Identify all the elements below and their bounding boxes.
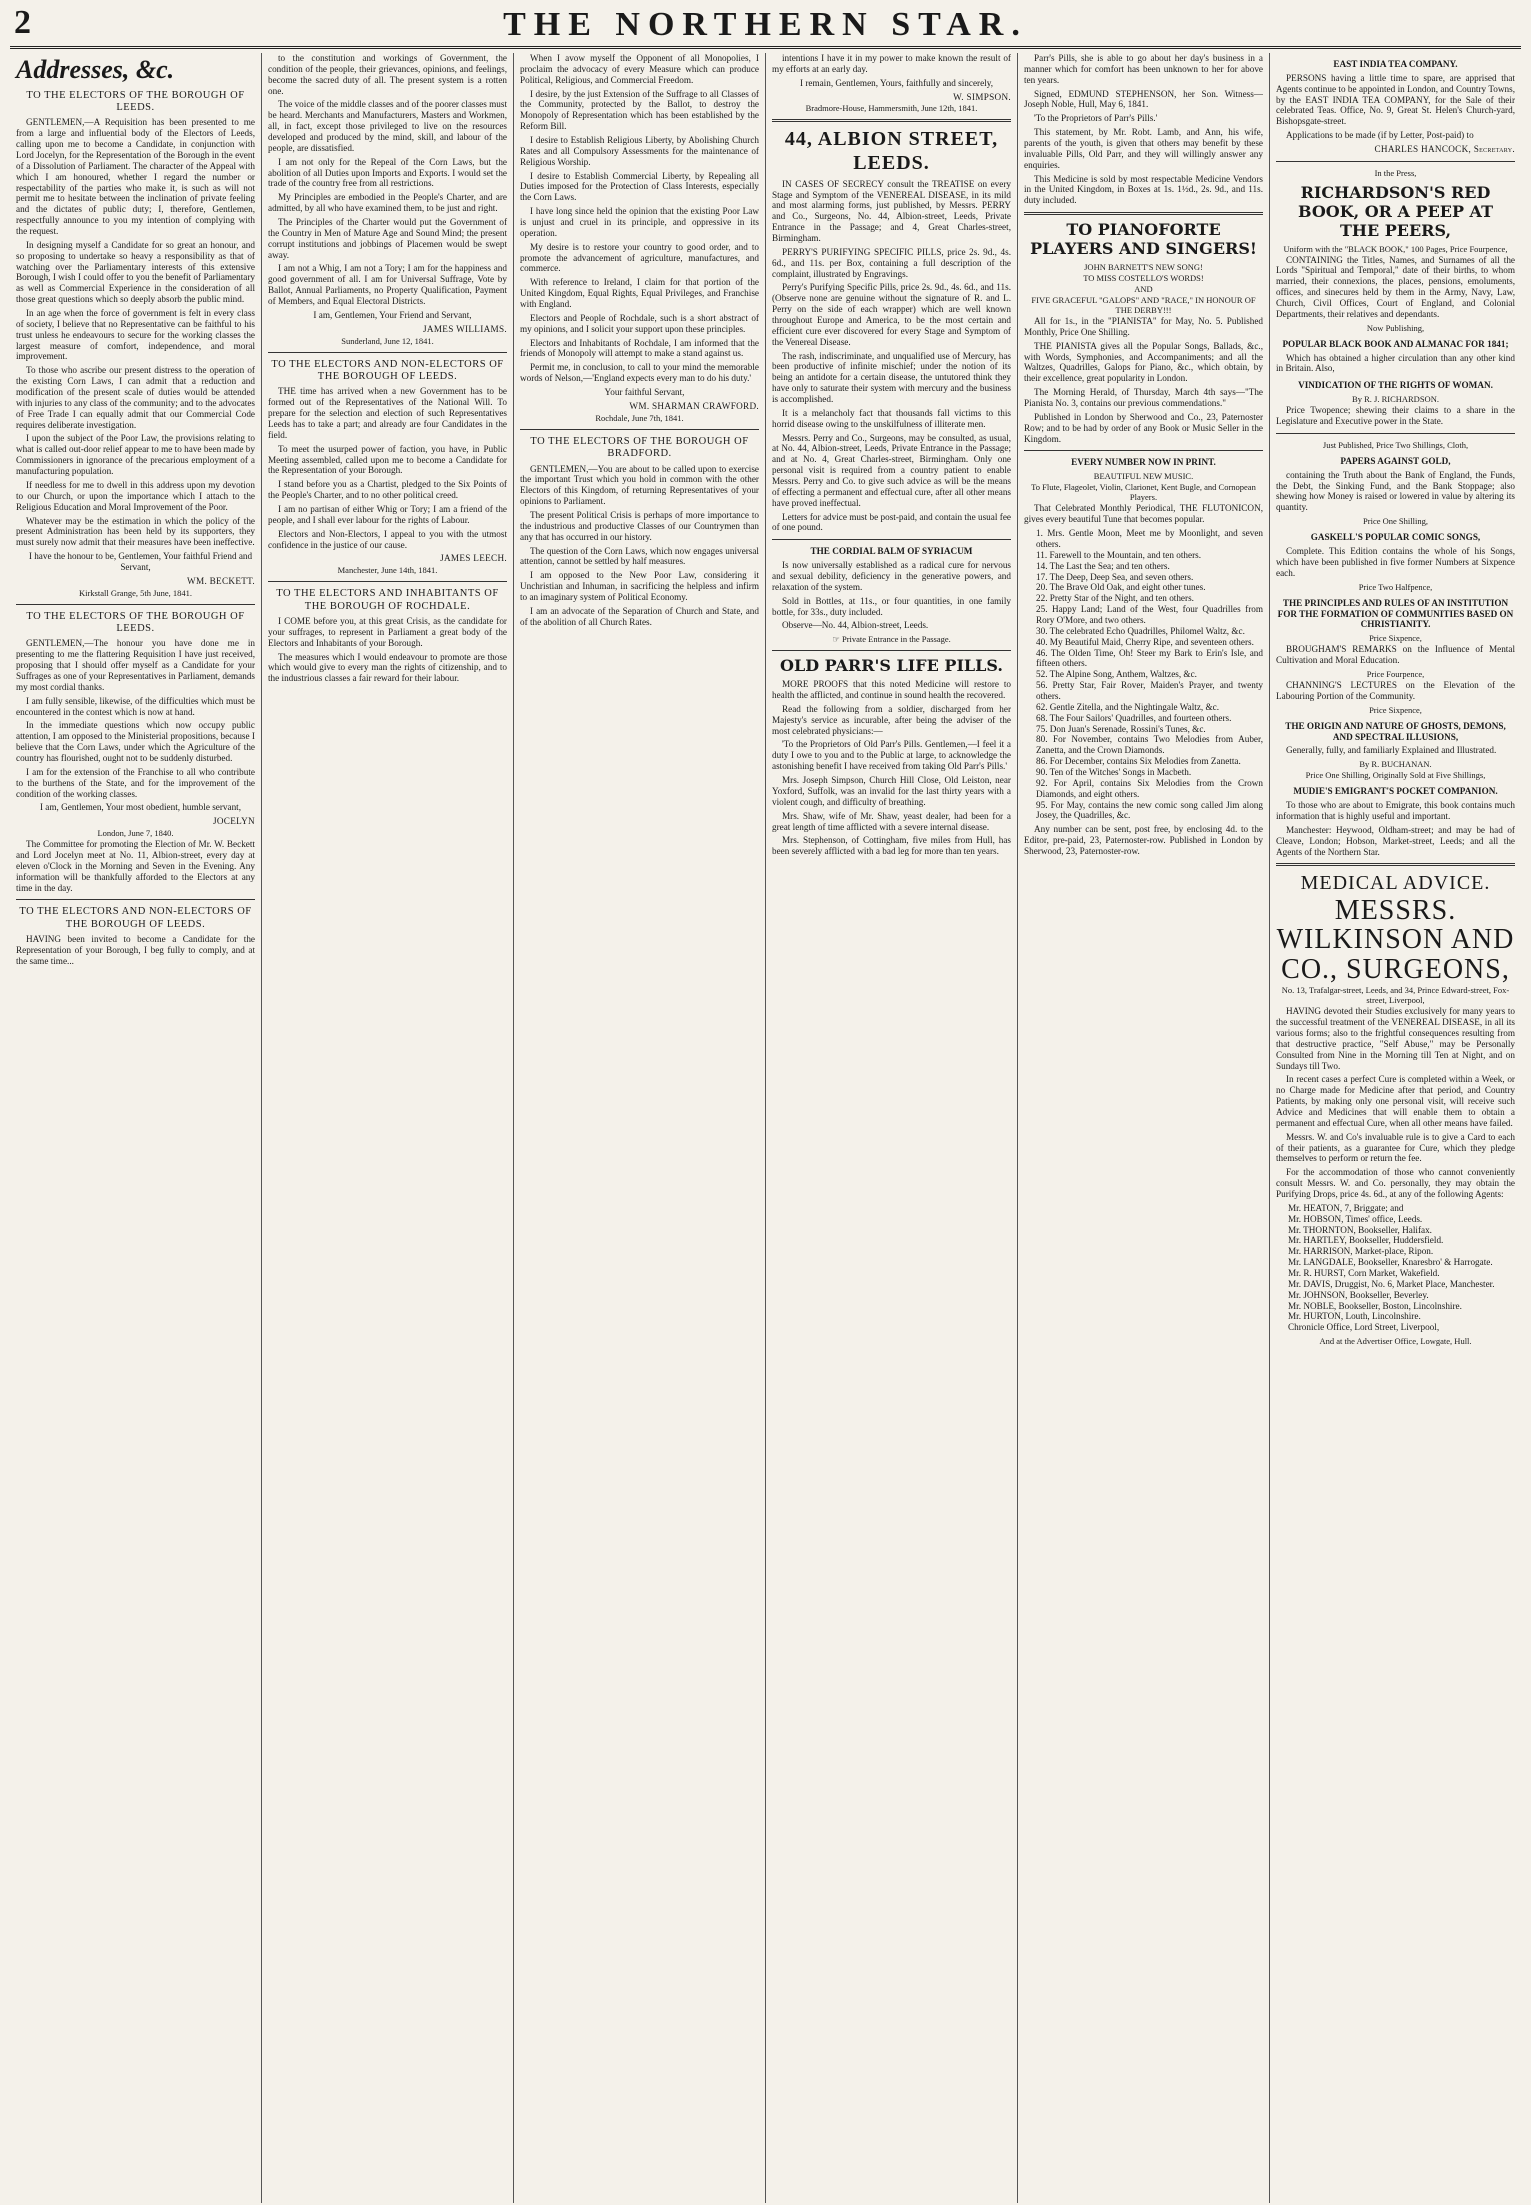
ad-paragraph: It is a melancholy fact that thousands fall victims to this horrid disease owing to the unskilfulness of illiterate men. xyxy=(772,407,1011,429)
ad-paragraph: CONTAINING the Titles, Names, and Surnames of all the Lords "Spiritual and Temporal," date of their births, to whom married, their connexions, the places, pensions, emoluments, offices, and sinecures held by them in the Army, Navy, Law, Church, Civil Offices, Court of England, and Colonial Departments, their relatives and dependants. xyxy=(1276,254,1515,319)
ad-note: Price One Shilling, xyxy=(1363,516,1428,527)
ad-paragraph: Messrs. W. and Co's invaluable rule is to give a Card to each of their patients, as a guarantee for Cure, which they pledge themselves to perform or return the fee. xyxy=(1276,1131,1515,1164)
list-item: 1. Mrs. Gentle Moon, Meet me by Moonlight, and seven others. xyxy=(1036,528,1263,549)
ad-subtitle: To Flute, Flageolet, Violin, Clarionet, Kent Bugle, and Cornopean Players. xyxy=(1031,482,1256,503)
ad-paragraph: Price Twopence; shewing their claims to a share in the Legislature and Executive power in the State. xyxy=(1276,405,1515,427)
address-paragraph: When I avow myself the Opponent of all Monopolies, I proclaim the advocacy of every Measure which can produce Political, Religious, and Commercial Freedom. xyxy=(520,53,759,85)
tune-list xyxy=(1036,528,1263,821)
ad-paragraph: Mrs. Joseph Simpson, Church Hill Close, Old Leiston, near Yoxford, Suffolk, was an invalid for the last thirty years with a violent cough, and difficulty of breathing. xyxy=(772,775,1011,807)
address-paragraph: With reference to Ireland, I claim for that portion of the United Kingdom, Equal Rights, Equal Privileges, and Franchise with England. xyxy=(520,277,759,310)
ad-title: GASKELL'S POPULAR COMIC SONGS, xyxy=(1310,532,1481,543)
divider xyxy=(520,429,759,430)
list-item: 95. For May, contains the new comic song called Jim along Josey, the Quadrilles, &c. xyxy=(1036,799,1263,821)
ad-title: EVERY NUMBER NOW IN PRINT. xyxy=(1071,457,1216,468)
list-item: 56. Pretty Star, Fair Rover, Maiden's Prayer, and twenty others. xyxy=(1036,680,1263,701)
address-paragraph: I COME before you, at this great Crisis, as the candidate for your suffrages, to represent in Parliament a great body of the Electors and Inhabitants of your Borough. xyxy=(268,616,507,648)
address-paragraph: In the immediate questions which now occupy public attention, I am opposed to the Ministerial propositions, because I believe that the Corn Laws, under which the Agriculture of the country has flourished, ought not to be suddenly disturbed. xyxy=(16,720,255,764)
ad-paragraph: MORE PROOFS that this noted Medicine will restore to health the afflicted, and continue in sound health the recovered. xyxy=(772,679,1011,701)
ad-paragraph: THE PIANISTA gives all the Popular Songs, Ballads, &c., with Words, Symphonies, and Accompaniments; and all the Waltzes, Quadrilles, Galops for Piano, &c., which obtain, by their excellence, great popularity in London. xyxy=(1024,340,1263,384)
address-paragraph: I am not a Whig, I am not a Tory; I am for the happiness and good government of all. I am for Universal Suffrage, Vote by Ballot, Annual Parliaments, no Property Qualification, Payment of Members, and Equal Electoral Districts. xyxy=(268,263,507,307)
address-paragraph: to the constitution and workings of Government, the condition of the people, their grievances, opinions, and feelings, become the sacred duty of all. The present system is a rotten one. xyxy=(268,53,507,96)
address-paragraph: Whatever may be the estimation in which the policy of the present Administration has been held by its supporters, they must surely now admit that their measures have been ineffective. xyxy=(16,515,255,548)
testimonial-paragraph: This statement, by Mr. Robt. Lamb, and Ann, his wife, parents of the youth, is given that others may benefit by these invaluable Pills, Old Parr, and they will willingly answer any enquiries. xyxy=(1024,127,1263,170)
ad-paragraph: Is now universally established as a radical cure for nervous and sexual debility, deficiency in the generative powers, and relaxation of the system. xyxy=(772,560,1011,592)
ad-note: And at the Advertiser Office, Lowgate, Hull. xyxy=(1319,1336,1472,1347)
page-number: 2 xyxy=(14,4,31,41)
pointing-hand-icon: ☞ xyxy=(832,634,840,645)
ad-title: MUDIE'S EMIGRANT'S POCKET COMPANION. xyxy=(1293,786,1498,797)
ad-title: VINDICATION OF THE RIGHTS OF WOMAN. xyxy=(1298,380,1493,391)
ad-title: THE PRINCIPLES AND RULES OF AN INSTITUTION FOR THE FORMATION OF COMMUNITIES BASED ON CHRISTIANITY. xyxy=(1277,597,1514,630)
list-item: Mr. JOHNSON, Bookseller, Beverley. xyxy=(1288,1289,1429,1300)
address-heading: TO THE ELECTORS AND NON-ELECTORS OF THE BOROUGH OF LEEDS. xyxy=(19,906,252,930)
ad-title: EAST INDIA TEA COMPANY. xyxy=(1333,59,1458,69)
ad-paragraph: The Morning Herald, of Thursday, March 4th says—"The Pianista No. 3, contains our previous commendations." xyxy=(1024,387,1263,409)
ad-note: Price Sixpence, xyxy=(1369,633,1422,644)
ad-title: RICHARDSON'S RED BOOK, OR A PEEP AT THE PEERS, xyxy=(1298,182,1493,240)
address-paragraph: In designing myself a Candidate for so great an honour, and so proposing to undertake so heavy a responsibility as that of watching over the Parliamentary interests of this extensive Borough, I wish I could offer to you the benefit of Parliamentary as well as Commercial Experience in the consideration of all those great questions which so deeply absorb the public mind. xyxy=(16,239,255,305)
list-item: Mr. THORNTON, Bookseller, Halifax. xyxy=(1288,1224,1432,1235)
address-paragraph: The Principles of the Charter would put the Government of the Country in Men of Mature Age and Sound Mind; the present corrupt institutions and jobbings of Placemen would be swept away. xyxy=(268,217,507,260)
list-item: 22. Pretty Star of the Night, and ten others. xyxy=(1036,593,1194,604)
address-signature: JOCELYN xyxy=(212,816,255,827)
testimonial-paragraph: Parr's Pills, she is able to go about her day's business in a manner which for comfort has been unknown to her for above ten years. xyxy=(1024,53,1263,85)
list-item: 90. Ten of the Witches' Songs in Macbeth. xyxy=(1036,766,1192,777)
list-item: 80. For November, contains Two Melodies from Auber, Zanetta, and the Crown Diamonds. xyxy=(1036,734,1263,756)
address-closing: Your faithful Servant, xyxy=(604,387,685,398)
list-item: 20. The Brave Old Oak, and eight other tunes. xyxy=(1036,582,1206,593)
ad-title: THE ORIGIN AND NATURE OF GHOSTS, DEMONS, AND SPECTRAL ILLUSIONS, xyxy=(1285,720,1506,742)
list-item: 30. The celebrated Echo Quadrilles, Philomel Waltz, &c. xyxy=(1036,625,1245,636)
address-heading: TO THE ELECTORS OF THE BOROUGH OF BRADFORD. xyxy=(530,435,749,460)
address-heading: TO THE ELECTORS AND INHABITANTS OF THE BOROUGH OF ROCHDALE. xyxy=(276,588,499,612)
address-signature: W. SIMPSON. xyxy=(953,91,1011,102)
ad-paragraph: PERRY'S PURIFYING SPECIFIC PILLS, price 2s. 9d., 4s. 6d., and 11s. per Box, containing a full description of the complaint, illustrated by Engravings. xyxy=(772,246,1011,279)
list-item: 68. The Four Sailors' Quadrilles, and fourteen others. xyxy=(1036,712,1232,723)
address-paragraph: GENTLEMEN,—The honour you have done me in presenting to me the flattering Requisition I have just received, proposing that I should offer myself as a Candidate for your Suffrages as one of your Representatives in Parliament, demands my most cordial thanks. xyxy=(16,638,255,692)
ad-title: MEDICAL ADVICE. xyxy=(1300,872,1491,895)
column-2 xyxy=(262,53,514,2203)
ad-subtitle: AND xyxy=(1134,283,1153,294)
address-place: Sunderland, June 12, 1841. xyxy=(341,335,434,346)
ad-paragraph: Mrs. Shaw, wife of Mr. Shaw, yeast dealer, had been for a great length of time afflicted with a severe internal disease. xyxy=(772,810,1011,832)
ad-paragraph: IN CASES OF SECRECY consult the TREATISE on every Stage and Symptom of the VENEREAL DISEASE, in its mild and most alarming forms, just published, by Messrs. PERRY and Co., Surgeons, No. 44, Albion-street, Leeds, Private Entrance in the Passage; and 4, Great Charles-street, Birmingham. xyxy=(772,178,1011,243)
address-closing: I am, Gentlemen, Your Friend and Servant, xyxy=(313,309,472,320)
column-3 xyxy=(514,53,766,2203)
ad-paragraph: HAVING devoted their Studies exclusively for many years to the successful treatment of the VENEREAL DISEASE, in all its various forms; also to the frightful consequences resulting from that destructive practice, "Self Abuse," may be Personally Consulted from Nine in the Morning till Ten at Night, and on Sundays till Two. xyxy=(1276,1006,1515,1071)
address-paragraph: I desire, by the just Extension of the Suffrage to all Classes of the Community, protected by the Ballot, to destroy the Monopoly of Representation which has been established by the Reform Bill. xyxy=(520,88,759,132)
ad-subtitle: FIVE GRACEFUL "GALOPS" AND "RACE," IN HONOUR OF THE DERBY!!! xyxy=(1031,294,1256,315)
ad-paragraph: Complete. This Edition contains the whole of his Songs, which have been published in five former Numbers at Sixpence each. xyxy=(1276,546,1515,578)
ad-subtitle: TO MISS COSTELLO'S WORDS! xyxy=(1083,272,1204,283)
list-item: 86. For December, contains Six Melodies from Zanetta. xyxy=(1036,756,1241,767)
ad-note: By R. BUCHANAN. xyxy=(1359,759,1432,770)
ad-paragraph: Messrs. Perry and Co., Surgeons, may be consulted, as usual, at No. 44, Albion-street, Leeds, Private Entrance in the Passage; and at No. 4, Great Charles-street, Birmingham. Only one personal visit is required from a country patient to enable Messrs. Perry and Co. to give such advice as will be the means of effecting a permanent and effectual cure, after all other means have proved ineffectual. xyxy=(772,432,1011,508)
ad-paragraph: Published in London by Sherwood and Co., 23, Paternoster Row; and to be had by order of any Book or Music Seller in the Kingdom. xyxy=(1024,411,1263,444)
address-heading: TO THE ELECTORS AND NON-ELECTORS OF THE BOROUGH OF LEEDS. xyxy=(271,358,504,383)
ad-note: Price Fourpence, xyxy=(1366,668,1425,679)
column-4 xyxy=(766,53,1018,2203)
ad-paragraph: containing the Truth about the Bank of England, the Funds, the Debt, the Sinking Fund, and the Bank Stoppage; also shewing how Money is raised or lowered in value by altering its quantity. xyxy=(1276,469,1515,513)
ad-paragraph: PERSONS having a little time to spare, are apprised that Agents continue to be appointed in London, and Country Towns, by the EAST INDIA TEA COMPANY, for the Sale of their celebrated Teas. Office, No. 9, Great St. Helen's Church-yard, Bishopsgate-street. xyxy=(1276,72,1515,127)
address-paragraph: To those who ascribe our present distress to the operation of the existing Corn Laws, I can admit that a reduction and modification of the present scale of duties would be attended with injuries to any class of the community; and to the advocates of Free Trade I can equally admit that our Commercial Code requires deliberate investigation. xyxy=(16,365,255,430)
address-paragraph: Permit me, in conclusion, to call to your mind the memorable words of Nelson,—'England expects every man to do his duty.' xyxy=(520,362,759,384)
address-paragraph: Electors and Inhabitants of Rochdale, I am informed that the friends of Monopoly will attempt to make a stand against us. xyxy=(520,337,759,359)
ad-paragraph: In recent cases a perfect Cure is completed within a Week, or no Charge made for Medicine after that period, and Country Patients, by making only one personal visit, will receive such Advice and Medicines that will enable them to obtain a permanent and effectual Cure, when all other means have failed. xyxy=(1276,1074,1515,1128)
list-item: 52. The Alpine Song, Anthem, Waltzes, &c. xyxy=(1036,669,1197,680)
ad-paragraph: Sold in Bottles, at 11s., or four quantities, in one family bottle, for 33s., duty included. xyxy=(772,595,1011,617)
ad-paragraph: All for 1s., in the "PIANISTA" for May, No. 5. Published Monthly, Price One Shilling. xyxy=(1024,316,1263,337)
list-item: 25. Happy Land; Land of the West, four Quadrilles from Rory O'More, and two others. xyxy=(1036,604,1263,625)
divider xyxy=(1024,212,1263,215)
list-item: Chronicle Office, Lord Street, Liverpool, xyxy=(1288,1322,1440,1333)
address-paragraph: GENTLEMEN,—A Requisition has been presented to me from a large and influential body of the Electors of Leeds, calling upon me to become a Candidate, in conjunction with Lord Jocelyn, for the Representation of the Borough in the event of a Dissolution of Parliament. The character of the Appeal with which I am honoured, whether I regard the number or respectability of the parties who make it, is such as will not permit me to hesitate between the inclination of private feeling and the dictates of public duty; I, therefore, Gentlemen, respectfully announce to you my intention of complying with the request. xyxy=(16,117,255,237)
ad-note: Price One Shilling, Originally Sold at Five Shillings, xyxy=(1305,770,1486,781)
address-heading: TO THE ELECTORS OF THE BOROUGH OF LEEDS. xyxy=(26,89,245,114)
ad-title: TO PIANOFORTE PLAYERS AND SINGERS! xyxy=(1030,220,1257,259)
ad-paragraph: The rash, indiscriminate, and unqualified use of Mercury, has been productive of infinite mischief; under the notion of its being an antidote for a certain disease, the untutored think they have only to saturate their system with mercury and the business is accomplished. xyxy=(772,350,1011,404)
ad-paragraph: Generally, fully, and familiarly Explained and Illustrated. xyxy=(1286,745,1497,756)
agents-list xyxy=(1288,1203,1515,1333)
divider xyxy=(1276,863,1515,866)
divider xyxy=(772,650,1011,651)
address-paragraph: I am opposed to the New Poor Law, considering it Unchristian and Inhuman, in sacrificing the helpless and infirm to an imaginary system of Political Economy. xyxy=(520,570,759,602)
ad-paragraph: Applications to be made (if by Letter, Post-paid) to xyxy=(1286,130,1474,141)
address-closing: I remain, Gentlemen, Yours, faithfully and sincerely, xyxy=(799,77,994,88)
address-heading: TO THE ELECTORS OF THE BOROUGH OF LEEDS. xyxy=(26,610,245,635)
address-paragraph: I desire to Establish Commercial Liberty, by Repealing all Duties imposed for the Protection of Class Interests, especially the Corn Laws. xyxy=(520,170,759,203)
address-place: Manchester, June 14th, 1841. xyxy=(337,565,438,576)
divider xyxy=(268,352,507,353)
ad-paragraph: Observe—No. 44, Albion-street, Leeds. xyxy=(782,620,929,631)
testimonial-paragraph: 'To the Proprietors of Parr's Pills.' xyxy=(1034,113,1158,124)
ad-paragraph: Which has obtained a higher circulation than any other kind in Britain. Also, xyxy=(1276,352,1515,374)
ad-note: Price Sixpence, xyxy=(1369,704,1422,715)
address-paragraph: GENTLEMEN,—You are about to be called upon to exercise the important Trust which you hold in common with the other Electors of this Kingdom, of returning Representatives of your opinions to Parliament. xyxy=(520,463,759,507)
address-paragraph: In an age when the force of government is felt in every class of society, I believe that no Representative can be faithful to his trust unless he endeavours to secure for the working classes the largest measure of comfort, independence, and moral improvement. xyxy=(16,308,255,362)
address-paragraph: I upon the subject of the Poor Law, the provisions relating to what is called out-door relief appear to me to have been made by Commissioners in ignorance of the precarious employment of a manufacturing population. xyxy=(16,433,255,477)
column-5 xyxy=(1018,53,1270,2203)
ad-note: Now Publishing, xyxy=(1366,322,1425,333)
ad-paragraph: Letters for advice must be post-paid, and contain the usual fee of one pound. xyxy=(772,511,1011,533)
address-place: Rochdale, June 7th, 1841. xyxy=(595,412,684,423)
list-item: Mr. HEATON, 7, Briggate; and xyxy=(1288,1202,1404,1213)
ad-title: MESSRS. WILKINSON AND CO., SURGEONS, xyxy=(1276,895,1515,985)
address-paragraph: I am fully sensible, likewise, of the difficulties which must be encountered in the contest which is now at hand. xyxy=(16,695,255,717)
ad-title: PAPERS AGAINST GOLD, xyxy=(1340,455,1451,466)
list-item: 17. The Deep, Deep Sea, and seven others. xyxy=(1036,571,1194,582)
address-signature: WM. SHARMAN CRAWFORD. xyxy=(629,400,759,411)
ad-title: POPULAR BLACK BOOK AND ALMANAC FOR 1841; xyxy=(1282,338,1509,349)
ad-note: In the Press, xyxy=(1374,167,1417,178)
ad-title: THE CORDIAL BALM OF SYRIACUM xyxy=(810,546,973,557)
ad-paragraph: Perry's Purifying Specific Pills, price 2s. 9d., 4s. 6d., and 11s. (Observe none are genuine without the signature of R. and L. Perry on the side of each wrapper) which are well known throughout Europe and America, to be the most certain and efficient cure ever discovered for every Stage and Symptom of the Venereal Disease. xyxy=(772,282,1011,347)
address-place: London, June 7, 1840. xyxy=(97,828,174,839)
ad-title: OLD PARR'S LIFE PILLS. xyxy=(780,656,1003,676)
divider xyxy=(16,899,255,900)
list-item: 92. For April, contains Six Melodies from the Crown Diamonds, and eight others. xyxy=(1036,777,1263,799)
ad-note: Price Two Halfpence, xyxy=(1358,581,1433,592)
ad-paragraph: To those who are about to Emigrate, this book contains much information that is highly useful and important. xyxy=(1276,800,1515,822)
address-place: Bradmore-House, Hammersmith, June 12th, 1841. xyxy=(805,103,978,114)
ad-paragraph: Manchester: Heywood, Oldham-street; and may be had of Cleave, London; Hobson, Market-street, Leeds; and all the Agents of the Northern Star. xyxy=(1276,824,1515,857)
address-paragraph: The question of the Corn Laws, which now engages universal attention, cannot be settled by half measures. xyxy=(520,545,759,567)
private-entrance-text: Private Entrance in the Passage. xyxy=(841,634,951,645)
address-paragraph: THE time has arrived when a new Government has to be formed out of the Representatives of the National Will. To prepare for the selection and election of such Representatives Leeds has to take a part; and already are four Candidates in the field. xyxy=(268,386,507,440)
ad-subtitle: JOHN BARNETT'S NEW SONG! xyxy=(1084,261,1203,272)
list-item: Mr. HURTON, Louth, Lincolnshire. xyxy=(1288,1311,1421,1322)
divider xyxy=(16,604,255,605)
ad-note: By R. J. RICHARDSON. xyxy=(1352,394,1439,405)
address-signature: JAMES LEECH. xyxy=(440,553,507,564)
list-item: Mr. HARTLEY, Bookseller, Huddersfield. xyxy=(1288,1235,1444,1246)
ad-signature: CHARLES HANCOCK, Secretary. xyxy=(1374,144,1515,155)
address-paragraph: My desire is to restore your country to good order, and to promote the advancement of agriculture, manufactures, and commerce. xyxy=(520,241,759,274)
ad-paragraph: For the accommodation of those who cannot conveniently consult Messrs. W. and Co. personally, they may obtain the Purifying Drops, price 4s. 6d., at any of the following Agents: xyxy=(1276,1167,1515,1200)
ad-address: No. 13, Trafalgar-street, Leeds, and 34, Prince Edward-street, Fox-street, Liverpool, xyxy=(1281,985,1510,1006)
address-paragraph: I am no partisan of either Whig or Tory; I am a friend of the people, and I shall ever labour for the rights of Labour. xyxy=(268,503,507,525)
column-1 xyxy=(10,53,262,2203)
list-item: Mr. HARRISON, Market-place, Ripon. xyxy=(1288,1246,1434,1257)
testimonial-paragraph: Signed, EDMUND STEPHENSON, her Son. Witness—Joseph Noble, Hull, May 6, 1841. xyxy=(1024,88,1263,110)
address-paragraph: The present Political Crisis is perhaps of more importance to the industrious and productive Classes of our Countrymen than any that has occurred in our history. xyxy=(520,509,759,542)
address-signature: JAMES WILLIAMS. xyxy=(423,323,507,334)
list-item: 11. Farewell to the Mountain, and ten others. xyxy=(1036,549,1201,560)
ad-note: Uniform with the "BLACK BOOK," 100 Pages, Price Fourpence, xyxy=(1283,243,1508,254)
address-paragraph: intentions I have it in my power to make known the result of my efforts at an early day. xyxy=(772,53,1011,74)
ad-paragraph: CHANNING'S LECTURES on the Elevation of the Labouring Portion of the Community. xyxy=(1276,679,1515,701)
address-paragraph: I am an advocate of the Separation of Church and State, and of the abolition of all Church Rates. xyxy=(520,605,759,627)
address-paragraph: If needless for me to dwell in this address upon my devotion to our Church, or upon the importance which I attach to the Religious Education and Moral Improvement of the Poor. xyxy=(16,479,255,512)
ad-note: Just Published, Price Two Shillings, Cloth, xyxy=(1322,439,1469,450)
column-6 xyxy=(1270,53,1521,2203)
address-paragraph: I desire to Establish Religious Liberty, by Abolishing Church Rates and all Compulsory Assessments for the maintenance of Religious Worship. xyxy=(520,135,759,167)
list-item: 75. Don Juan's Serenade, Rossini's Tunes, &c. xyxy=(1036,723,1206,734)
address-paragraph: The voice of the middle classes and of the poorer classes must be heard. Merchants and Manufacturers, Masters and Workmen, all, in fact, except those privileged to live on the resources developed and produced by the mind, skill, and labour of the people, are dissatisfied. xyxy=(268,99,507,153)
address-paragraph: Electors and People of Rochdale, such is a short abstract of my opinions, and I solicit your support upon these principles. xyxy=(520,312,759,334)
private-entrance-note xyxy=(772,634,1011,644)
address-paragraph: I am not only for the Repeal of the Corn Laws, but the abolition of all Duties upon Imports and Exports. I would set the trade of the country free from all restrictions. xyxy=(268,156,507,189)
divider xyxy=(1276,161,1515,162)
list-item: Mr. R. HURST, Corn Market, Wakefield. xyxy=(1288,1268,1440,1279)
masthead xyxy=(10,0,1521,49)
list-item: Mr. LANGDALE, Bookseller, Knaresbro' & Harrogate. xyxy=(1288,1257,1493,1268)
address-closing: I am, Gentlemen, Your most obedient, humble servant, xyxy=(39,802,242,813)
ad-paragraph: 'To the Proprietors of Old Parr's Pills. Gentlemen,—I feel it a duty I owe to you and to the Public at large, to acknowledge the astonishing benefit I have received from taking Old Parr's Pills.' xyxy=(772,739,1011,772)
list-item: 62. Gentle Zitella, and the Nightingale Waltz, &c. xyxy=(1036,701,1220,712)
ad-paragraph: Mrs. Stephenson, of Cottingham, five miles from Hull, has been severely afflicted with a bad leg for more than ten years. xyxy=(772,835,1011,857)
divider xyxy=(772,119,1011,122)
section-heading: Addresses, &c. xyxy=(16,55,175,84)
ad-paragraph: Read the following from a soldier, discharged from her Majesty's service as incurable, after being the adviser of the most celebrated physicians:— xyxy=(772,703,1011,736)
address-paragraph: I stand before you as a Chartist, pledged to the Six Points of the People's Charter, and to no other political creed. xyxy=(268,479,507,501)
list-item: 40. My Beautiful Maid, Cherry Ripe, and seventeen others. xyxy=(1036,636,1254,647)
ad-paragraph: BROUGHAM'S REMARKS on the Influence of Mental Cultivation and Moral Education. xyxy=(1276,644,1515,666)
address-signature: WM. BECKETT. xyxy=(187,575,255,586)
address-paragraph: HAVING been invited to become a Candidate for the Representation of your Borough, I beg fully to comply, and at the same time... xyxy=(16,934,255,966)
ad-paragraph: That Celebrated Monthly Periodical, THE FLUTONICON, gives every beautiful Tune that becomes popular. xyxy=(1024,503,1263,525)
address-paragraph: To meet the usurped power of faction, you have, in Public Meeting assembled, called upon me to become a Candidate for the Representation of your Borough. xyxy=(268,443,507,476)
newspaper-title: THE NORTHERN STAR. xyxy=(503,6,1028,43)
list-item: 14. The Last the Sea; and ten others. xyxy=(1036,560,1170,571)
divider xyxy=(268,581,507,582)
address-paragraph: My Principles are embodied in the People's Charter, and are admitted, by all who have examined them, to be just and right. xyxy=(268,192,507,214)
list-item: Mr. DAVIS, Druggist, No. 6, Market Place, Manchester. xyxy=(1288,1278,1495,1289)
address-place: Kirkstall Grange, 5th June, 1841. xyxy=(78,587,193,598)
list-item: 46. The Olden Time, Oh! Steer my Bark to Erin's Isle, and fifteen others. xyxy=(1036,647,1263,669)
ad-title: 44, ALBION STREET, LEEDS. xyxy=(784,128,999,175)
committee-note: The Committee for promoting the Election of Mr. W. Beckett and Lord Jocelyn meet at No. 11, Albion-street, every day at eleven o'Clock in the Morning and Seven in the Evening. Any information will be thankfully afforded to the Electors at any time in the day. xyxy=(16,839,255,893)
list-item: Mr. NOBLE, Bookseller, Boston, Lincolnshire. xyxy=(1288,1300,1462,1311)
address-paragraph: I am for the extension of the Franchise to all who contribute to the burthens of the State, and for the improvement of the condition of the working classes. xyxy=(16,766,255,799)
divider xyxy=(1276,433,1515,434)
divider xyxy=(1024,450,1263,451)
ad-paragraph: Any number can be sent, post free, by enclosing 4d. to the Editor, pre-paid, 23, Paternoster-row. Published in London by Sherwood, 23, Paternoster-row. xyxy=(1024,824,1263,856)
address-paragraph: Electors and Non-Electors, I appeal to you with the utmost confidence in the justice of our cause. xyxy=(268,528,507,550)
address-paragraph: The measures which I would endeavour to promote are those which would give to every man the rights of citizenship, and to the industrious classes a fair reward for their labour. xyxy=(268,651,507,684)
address-paragraph: I have long since held the opinion that the existing Poor Law is unjust and cruel in its principle, and oppressive in its operation. xyxy=(520,206,759,238)
testimonial-paragraph: This Medicine is sold by most respectable Medicine Vendors in the United Kingdom, in Boxes at 1s. 1½d., 2s. 9d., and 11s. duty included. xyxy=(1024,173,1263,206)
list-item: Mr. HOBSON, Times' office, Leeds. xyxy=(1288,1213,1423,1224)
address-closing: I have the honour to be, Gentlemen, Your faithful Friend and Servant, xyxy=(28,551,253,572)
ad-subtitle: BEAUTIFUL NEW MUSIC. xyxy=(1093,471,1194,482)
divider xyxy=(772,539,1011,540)
